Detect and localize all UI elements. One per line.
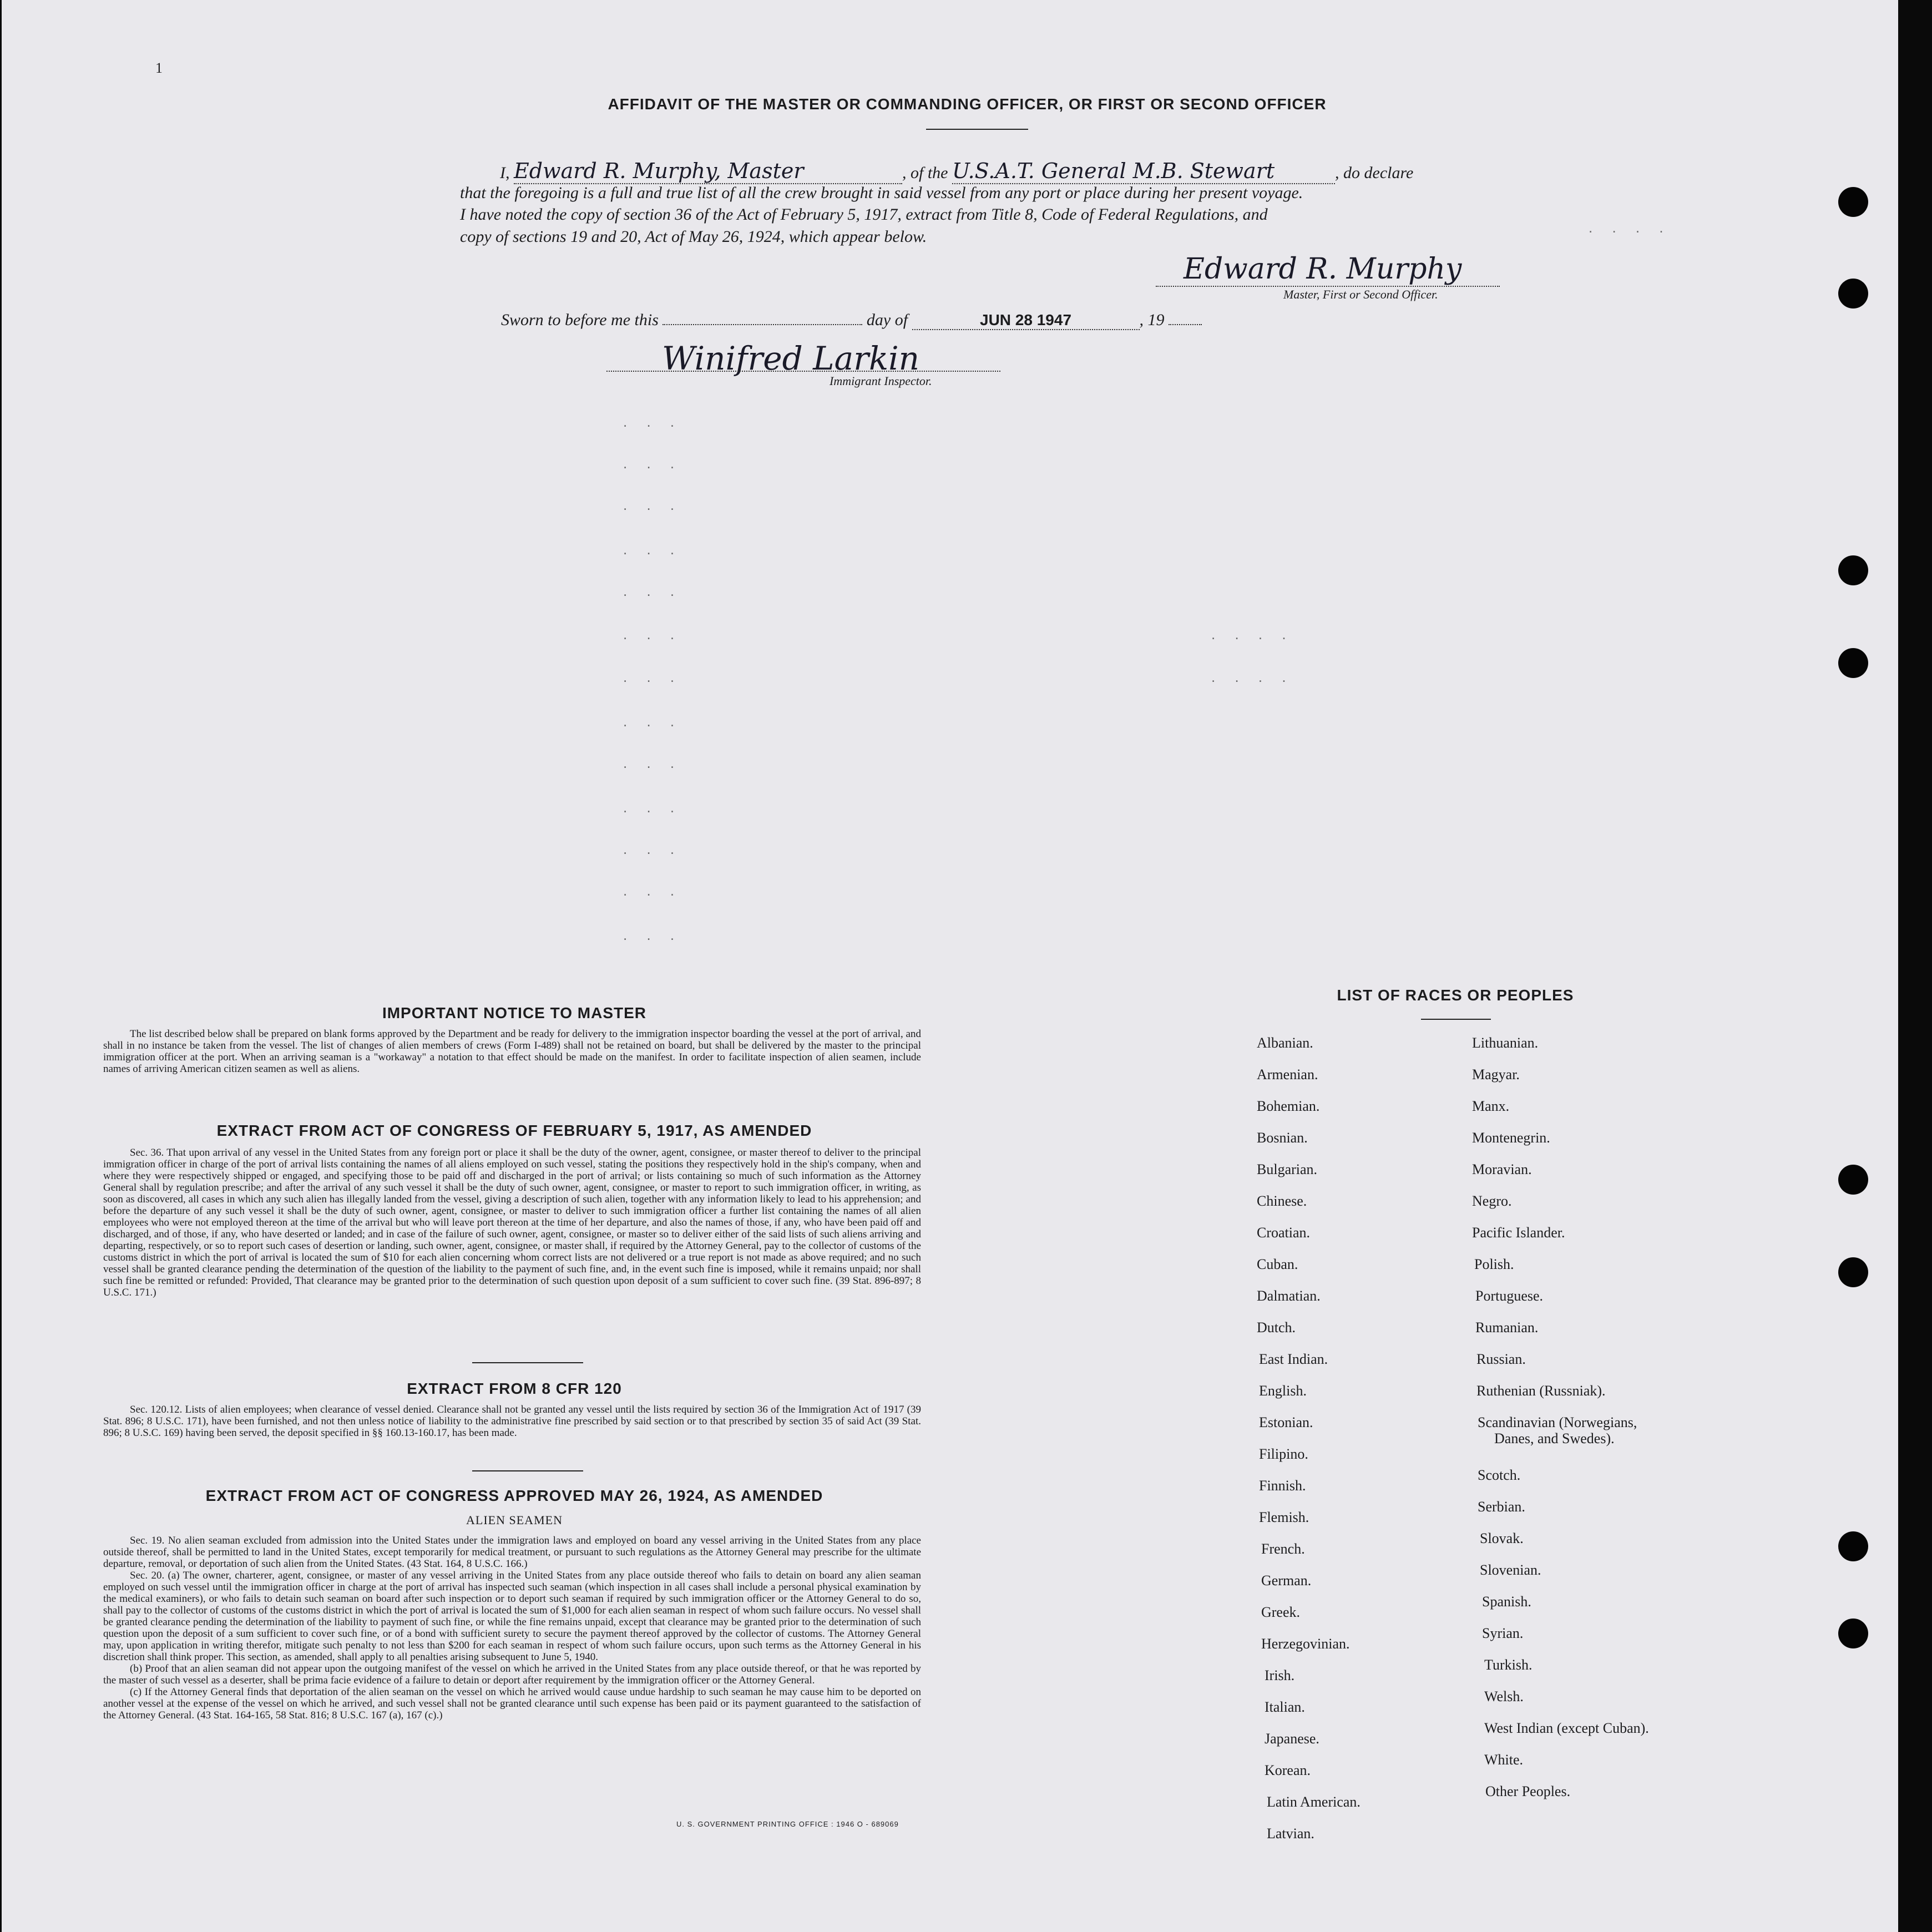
affidavit-title: AFFIDAVIT OF THE MASTER OR COMMANDING OFFICER, OR FIRST OR SECOND OFFICER [608, 95, 1327, 113]
race-item: Portuguese. [1475, 1288, 1544, 1304]
race-item: Irish. [1265, 1667, 1295, 1683]
divider [926, 129, 1028, 130]
section-19-paragraph: Sec. 19. No alien seaman excluded from admission into the United States under the immigration laws and employed on board any vessel arriving in the United States from any place outside thereof, shall be permitted to land in the United States, except temporarily for medical treatment, or pursuant to such regulations as the Attorney General may prescribe for the ultimate departure, removal, or deportation of such alien from the United States. (43 Stat. 164, 8 U.S.C. 166.) [103, 1535, 921, 1570]
alien-seamen-subtitle: ALIEN SEAMEN [466, 1513, 563, 1527]
binder-hole [1838, 1619, 1868, 1648]
race-item: Russian. [1476, 1351, 1526, 1367]
race-item: German. [1261, 1572, 1312, 1589]
faint-marks: . . . [623, 413, 682, 430]
race-item: Welsh. [1484, 1688, 1524, 1705]
signature-line [1156, 286, 1500, 287]
race-item: Filipino. [1259, 1446, 1308, 1462]
section-20c-paragraph: (c) If the Attorney General finds that deportation of the alien seaman on the vessel on which he arrived would cause undue hardship to such seaman he may cause him to be deported on another vessel at the expense of the vessel on which he arrived, and such vessel shall not be granted clearance until such expense has been paid or its payment guaranteed to the satisfaction of the Attorney General. (43 Stat. 164-165, 58 Stat. 816; 8 U.S.C. 167 (a), 167 (c).) [103, 1686, 921, 1721]
extract-1924-body [103, 1535, 921, 1721]
faint-marks: . . . [623, 626, 682, 643]
sworn-day-of: day of [866, 311, 908, 329]
master-signature: Edward R. Murphy [1184, 252, 1462, 286]
section-20a-paragraph: Sec. 20. (a) The owner, charterer, agent, consignee, or master of any vessel arriving in the United States from any place outside thereof who fails to detain on board any alien seaman employed on such vessel until the immigration officer in charge at the port of arrival has inspected such seaman (which inspection in all cases shall include a personal physical examination by the medical examiners), or who fails to detain such seaman on board after such inspection or to deport such seaman if required by such immigration officer or the Attorney General to do so, shall pay to the collector of customs of the customs district in which the port of arrival is located the sum of $1,000 for each alien seaman in respect of whom such failure occurs. No vessel shall be granted clearance pending the determination of the liability to payment of such fine, or while the fine remains unpaid, except that clearance may be granted prior to the determination of such question upon the deposit of a sum sufficient to cover such fine, or of a bond with sufficient surety to secure the payment thereof approved by the collector of customs. The Attorney General may, upon application in writing therefor, mitigate such penalty to not less than $200 for each seaman in respect of whom such failure occurs, upon such terms as the Attorney General in his discretion shall think proper. This section, as amended, shall apply to all penalties arising subsequent to June 5, 1940. [103, 1570, 921, 1663]
document-page [2, 0, 1898, 1932]
notice-body [103, 1028, 921, 1075]
affidavit-line-2: that the foregoing is a full and true list of all the crew brought in said vessel from any port or place during her present voyage. [460, 184, 1303, 202]
binder-hole [1838, 555, 1868, 585]
sworn-year-prefix: , 19 [1139, 311, 1165, 329]
race-item: Herzegovinian. [1261, 1636, 1350, 1652]
extract-1917-body [103, 1147, 921, 1298]
race-item: Finnish. [1259, 1478, 1306, 1494]
inspector-caption: Immigrant Inspector. [830, 374, 932, 388]
race-item: Slovenian. [1480, 1562, 1541, 1578]
race-item: Dutch. [1257, 1319, 1296, 1336]
race-item: Albanian. [1257, 1035, 1313, 1051]
race-item: Turkish. [1484, 1657, 1533, 1673]
race-item: Italian. [1265, 1699, 1305, 1715]
binder-hole [1838, 648, 1868, 678]
inspector-line [606, 371, 1000, 372]
affidavit-of-the: , of the [902, 164, 948, 182]
officer-name-handwritten: Edward R. Murphy, Master [514, 159, 902, 184]
race-item: Estonian. [1259, 1414, 1313, 1430]
section-36-paragraph: Sec. 36. That upon arrival of any vessel in the United States from any foreign port or place it shall be the duty of the owner, agent, consignee, or master thereof to deliver to the principal immigration officer in charge of the port of arrival lists containing the names of all aliens employed on such vessel, stating the positions they respectively hold in the ship's company, when and where they were respectively shipped or engaged, and specifying those to be paid off and discharged in the port of arrival; or lists containing so much of such information as the Attorney General shall by regulation prescribe; and after the arrival of any such vessel it shall be the duty of such owner, agent, consignee, or master to report to such immigration officer, in writing, as soon as discovered, all cases in which any such alien has illegally landed from the vessel, giving a description of such alien, together with any information likely to lead to his apprehension; and before the departure of any such vessel it shall be the duty of such owner, agent, consignee, or master to deliver to such immigration officer a further list containing the names of all alien employees who were not employed thereon at the time of the arrival but who will leave port thereon at the time of her departure, and also the names of those, if any, who have been paid off and discharged, and of those, if any, who have deserted or landed; and in case of the failure of such owner, agent, consignee, or master so to deliver either of the said lists of such aliens arriving and departing, respectively, or so to report such cases of desertion or landing, such owner, agent, consignee, or master shall, if required by the Attorney General, pay to the collector of customs of the customs district in which the port of arrival is located the sum of $10 for each alien concerning whom correct lists are not delivered or a true report is not made as above required; and no such vessel shall be granted clearance pending the determination of the question of the liability to the payment of such fine, and, in the event such fine is imposed, while it remains unpaid; nor shall such fine be remitted or refunded: Provided, That clearance may be granted prior to the determination of such question upon deposit of a sum sufficient to cover such fine. (39 Stat. 896-897; 8 U.S.C. 171.) [103, 1147, 921, 1298]
faint-marks: . . . [623, 841, 682, 857]
race-item: Scotch. [1478, 1467, 1521, 1483]
race-item: Other Peoples. [1485, 1783, 1571, 1799]
sworn-date-stamp: JUN 28 1947 [912, 311, 1140, 330]
race-item: Serbian. [1478, 1499, 1525, 1515]
race-item: Croatian. [1257, 1225, 1311, 1241]
binder-hole [1838, 1257, 1868, 1287]
race-item: Magyar. [1472, 1066, 1520, 1083]
race-item: Bohemian. [1257, 1098, 1320, 1114]
notice-title: IMPORTANT NOTICE TO MASTER [382, 1004, 647, 1021]
margin-mark: 1 [155, 60, 163, 76]
race-item: French. [1261, 1541, 1305, 1557]
faint-marks: . . . . [1211, 669, 1294, 685]
binder-hole [1838, 279, 1868, 308]
printer-imprint: U. S. GOVERNMENT PRINTING OFFICE : 1946 O - 689069 [676, 1820, 899, 1828]
race-item: Dalmatian. [1257, 1288, 1321, 1304]
sworn-day-blank [662, 324, 862, 325]
race-item: Armenian. [1257, 1066, 1318, 1083]
faint-marks: . . . [623, 497, 682, 513]
races-title: LIST OF RACES OR PEOPLES [1337, 987, 1574, 1004]
faint-marks: . . . [623, 541, 682, 558]
race-item: Negro. [1472, 1193, 1512, 1209]
race-item: Ruthenian (Russniak). [1476, 1383, 1606, 1399]
vessel-name-handwritten: U.S.A.T. General M.B. Stewart [952, 159, 1335, 184]
affidavit-i: I, [500, 164, 510, 182]
race-item: White. [1484, 1752, 1524, 1768]
affidavit-line-1 [500, 159, 1502, 184]
race-item: Chinese. [1257, 1193, 1307, 1209]
faint-marks: . . . [623, 583, 682, 599]
race-item: Spanish. [1482, 1594, 1531, 1610]
binder-hole [1838, 1165, 1868, 1195]
extract-1917-title: EXTRACT FROM ACT OF CONGRESS OF FEBRUARY 5, 1917, AS AMENDED [216, 1122, 812, 1139]
affidavit-line-4: copy of sections 19 and 20, Act of May 26, 1924, which appear below. [460, 227, 927, 246]
race-item: English. [1259, 1383, 1307, 1399]
divider [472, 1470, 583, 1471]
race-item: Lithuanian. [1472, 1035, 1539, 1051]
affidavit-do-declare: , do declare [1335, 164, 1414, 182]
race-item: Montenegrin. [1472, 1130, 1550, 1146]
race-item: Latin American. [1267, 1794, 1361, 1810]
race-item: Bosnian. [1257, 1130, 1308, 1146]
race-item: Japanese. [1265, 1731, 1319, 1747]
race-item: East Indian. [1259, 1351, 1328, 1367]
faint-marks: . . . . [1589, 219, 1671, 236]
race-item: Polish. [1474, 1256, 1514, 1272]
race-item: Greek. [1261, 1604, 1301, 1620]
race-item: Bulgarian. [1257, 1161, 1318, 1177]
faint-marks: . . . [623, 755, 682, 771]
race-item: Scandinavian (Norwegians, [1478, 1414, 1637, 1430]
race-item: Flemish. [1259, 1509, 1309, 1525]
race-item: West Indian (except Cuban). [1484, 1720, 1649, 1736]
race-item: Pacific Islander. [1472, 1225, 1565, 1241]
binder-hole [1838, 187, 1868, 217]
master-caption: Master, First or Second Officer. [1283, 287, 1438, 301]
extract-1924-title: EXTRACT FROM ACT OF CONGRESS APPROVED MAY 26, 1924, AS AMENDED [205, 1487, 823, 1504]
notice-paragraph: The list described below shall be prepared on blank forms approved by the Department and be ready for delivery to the immigration inspector boarding the vessel at the port of arrival, and shall in no instance be taken from the vessel. The list of changes of alien members of crews (Form I-489) shall not be retained on board, but shall be delivered by the master to the principal immigration officer at the port. When an arriving seaman is a "workaway" a notation to that effect should be made on the manifest. In order to facilitate inspection of alien seamen, include names of arriving American citizen seamen as well as aliens. [103, 1028, 921, 1075]
faint-marks: . . . [623, 713, 682, 730]
sworn-year-blank [1169, 324, 1202, 325]
divider [472, 1362, 583, 1363]
faint-marks: . . . [623, 882, 682, 899]
binder-hole [1838, 1531, 1868, 1561]
race-item: Cuban. [1257, 1256, 1298, 1272]
extract-cfr-title: EXTRACT FROM 8 CFR 120 [407, 1380, 622, 1397]
race-item: Syrian. [1482, 1625, 1524, 1641]
faint-marks: . . . [623, 669, 682, 685]
race-item: Danes, and Swedes). [1494, 1430, 1615, 1447]
affidavit-line-3: I have noted the copy of section 36 of the Act of February 5, 1917, extract from Title 8, Code of Federal Regulations, and [460, 205, 1268, 224]
faint-marks: . . . [623, 455, 682, 472]
section-120-paragraph: Sec. 120.12. Lists of alien employees; when clearance of vessel denied. Clearance shall not be granted any vessel until the lists required by section 36 of the Immigration Act of 1917 (39 Stat. 896; 8 U.S.C. 171), have been furnished, and not then unless notice of liability to the administrative fine prescribed by said section or to that prescribed by section 35 of said Act (39 Stat. 896; 8 U.S.C. 169) having been served, the deposit specified in §§ 160.13-160.17, has been made. [103, 1404, 921, 1439]
faint-marks: . . . [623, 799, 682, 816]
race-item: Rumanian. [1475, 1319, 1539, 1336]
sworn-line [501, 311, 1202, 330]
race-item: Moravian. [1472, 1161, 1532, 1177]
faint-marks: . . . . [1211, 626, 1294, 643]
race-item: Korean. [1265, 1762, 1311, 1778]
inspector-signature: Winifred Larkin [662, 340, 919, 377]
race-item: Slovak. [1480, 1530, 1524, 1546]
faint-marks: . . . [623, 927, 682, 943]
divider [1421, 1019, 1491, 1020]
section-20b-paragraph: (b) Proof that an alien seaman did not appear upon the outgoing manifest of the vessel on which he arrived in the United States from any place outside thereof, or that he was reported by the master of such vessel as a deserter, shall be prima facie evidence of a failure to detain or deport after requirement by the immigration officer or the Attorney General. [103, 1663, 921, 1686]
race-item: Latvian. [1267, 1825, 1314, 1842]
extract-cfr-body [103, 1404, 921, 1439]
race-item: Manx. [1472, 1098, 1510, 1114]
sworn-prefix: Sworn to before me this [501, 311, 659, 329]
